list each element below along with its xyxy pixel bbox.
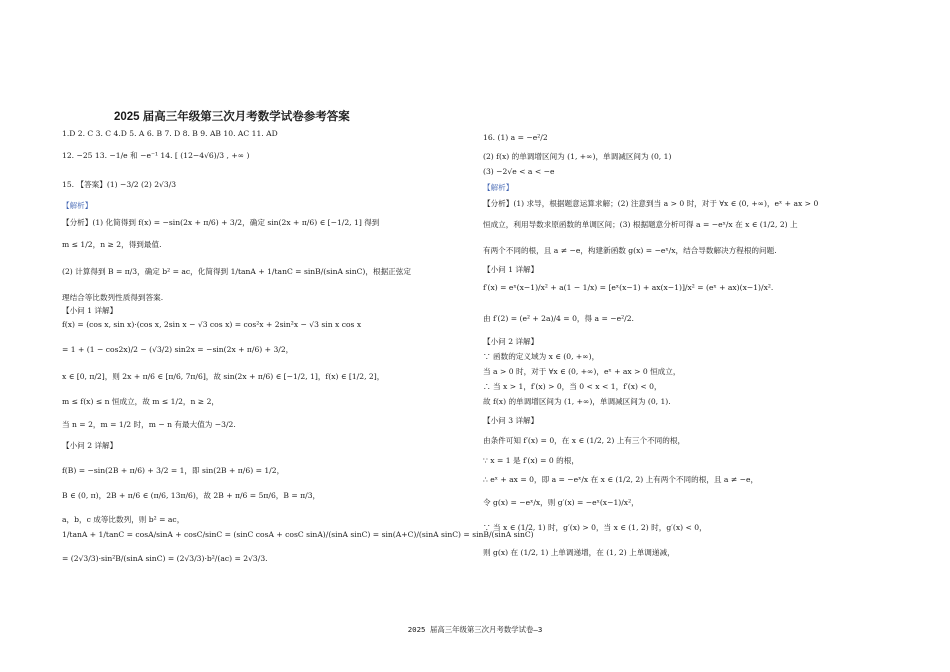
step-2: = 1 + (1 − cos2x)/2 − (√3/2) sin2x = −sin(2x + π/6) + 3/2， bbox=[62, 345, 294, 354]
jiexi-label: 【解析】 bbox=[62, 201, 93, 210]
analysis-1b: m ≤ 1/2，n ≥ 2，得到最值. bbox=[62, 240, 162, 249]
answer-16-2: (2) f(x) 的单调增区间为 (1, +∞)，单调减区间为 (0, 1) bbox=[483, 152, 672, 161]
monotone-result: 故 f(x) 的单调增区间为 (1, +∞)，单调减区间为 (0, 1). bbox=[483, 397, 671, 406]
domain-step: ∵ 函数的定义域为 x ∈ (0, +∞)， bbox=[483, 352, 600, 361]
rearrange-step: ∴ eˣ + ax = 0，即 a = −eˣ/x 在 x ∈ (1/2, 2) 上有两个不同的根，且 a ≠ −e， bbox=[483, 475, 759, 484]
g-monotone-step: 则 g(x) 在 (1/2, 1) 上单调递增，在 (1, 2) 上单调递减， bbox=[483, 548, 675, 557]
document-title: 2025 届高三年级第三次月考数学试卷参考答案 bbox=[114, 111, 350, 123]
g-sign-step: ∵ 当 x ∈ (1/2, 1) 时，g′(x) > 0，当 x ∈ (1, 2) 时，g′(x) < 0， bbox=[483, 523, 707, 532]
step-4: m ≤ f(x) ≤ n 恒成立，故 m ≤ 1/2，n ≥ 2， bbox=[62, 397, 219, 406]
analysis-16b: 恒成立，利用导数求原函数的单调区间；(3) 根据题意分析可得 a = −eˣ/x 在 x ∈ (1/2, 2) 上 bbox=[483, 220, 798, 229]
jiexi-label: 【解析】 bbox=[483, 183, 514, 192]
analysis-2: (2) 计算得到 B = π/3，确定 b² = ac，化简得到 1/tanA + 1/tanC = sinB/(sinA sinC)，根据正弦定 bbox=[62, 267, 411, 276]
result-a: 由 f′(2) = (e² + 2a)/4 = 0，得 a = −e²/2. bbox=[483, 314, 634, 323]
analysis-16a: 【分析】(1) 求导，根据题意运算求解；(2) 注意到当 a > 0 时，对于 ∀x ∈ (0, +∞)，eˣ + ax > 0 bbox=[483, 199, 819, 208]
step-1: f(x) = (cos x, sin x)·(cos x, 2sin x − √3 cos x) = cos²x + 2sin²x − √3 sin x cos x bbox=[62, 320, 362, 329]
sub2-label: 【小问 2 详解】 bbox=[62, 441, 118, 450]
answers-fill: 12. −25 13. −1/e 和 −e⁻¹ 14. [ (12−4√6)/3 , +∞ ) bbox=[62, 151, 250, 160]
step-8: a，b，c 成等比数列，则 b² = ac， bbox=[62, 515, 185, 524]
deriv-step: f′(x) = eˣ(x−1)/x² + a(1 − 1/x) = [eˣ(x−1) + ax(x−1)]/x² = (eˣ + ax)(x−1)/x². bbox=[483, 283, 774, 292]
step-7: B ∈ (0, π)，2B + π/6 ∈ (π/6, 13π/6)，故 2B + π/6 = 5π/6，B = π/3， bbox=[62, 491, 321, 500]
condition-step: 由条件可知 f′(x) = 0，在 x ∈ (1/2, 2) 上有三个不同的根， bbox=[483, 436, 686, 445]
step-9: 1/tanA + 1/tanC = cosA/sinA + cosC/sinC = (sinC cosA + cosC sinA)/(sinA sinC) = sin(A+C)/(sinA sinC) = sinB/(sinA sinC) bbox=[62, 530, 534, 539]
step-6: f(B) = −sin(2B + π/6) + 3/2 = 1，即 sin(2B + π/6) = 1/2， bbox=[62, 466, 285, 475]
sub1-label: 【小问 1 详解】 bbox=[483, 265, 539, 274]
sub2-label: 【小问 2 详解】 bbox=[483, 337, 539, 346]
positivity-step: 当 a > 0 时，对于 ∀x ∈ (0, +∞)，eˣ + ax > 0 恒成立， bbox=[483, 367, 681, 376]
analysis-16c: 有两个不同的根，且 a ≠ −e，构建新函数 g(x) = −eˣ/x，结合导数解决方程根的问题. bbox=[483, 246, 777, 255]
answer-15: 15. 【答案】(1) −3/2 (2) 2√3/3 bbox=[62, 180, 177, 189]
analysis-2b: 理结合等比数列性质得到答案. bbox=[62, 293, 164, 302]
g-def-step: 令 g(x) = −eˣ/x，则 g′(x) = −eˣ(x−1)/x²， bbox=[483, 498, 639, 507]
step-3: x ∈ [0, π/2]，则 2x + π/6 ∈ [π/6, 7π/6]，故 sin(2x + π/6) ∈ [−1/2, 1]，f(x) ∈ [1/2, 2]， bbox=[62, 372, 385, 381]
step-5: 当 n = 2，m = 1/2 时，m − n 有最大值为 −3/2. bbox=[62, 420, 236, 429]
answers-choice: 1.D 2. C 3. C 4.D 5. A 6. B 7. D 8. B 9. AB 10. AC 11. AD bbox=[62, 129, 278, 138]
step-10: = (2√3/3)·sin²B/(sinA sinC) = (2√3/3)·b²/(ac) = 2√3/3. bbox=[62, 554, 268, 563]
sub3-label: 【小问 3 详解】 bbox=[483, 416, 539, 425]
root-step: ∵ x = 1 是 f′(x) = 0 的根， bbox=[483, 456, 579, 465]
analysis-1: 【分析】(1) 化简得到 f(x) = −sin(2x + π/6) + 3/2，确定 sin(2x + π/6) ∈ [−1/2, 1] 得到 bbox=[62, 218, 380, 227]
page-footer: 2025 届高三年级第三次月考数学试卷—3 bbox=[407, 625, 543, 634]
sub1-label: 【小问 1 详解】 bbox=[62, 306, 118, 315]
answer-16-1: 16. (1) a = −e²/2 bbox=[483, 133, 548, 142]
answer-16-3: (3) −2√e < a < −e bbox=[483, 167, 555, 176]
sign-step: ∴ 当 x > 1，f′(x) > 0，当 0 < x < 1，f′(x) < 0， bbox=[483, 382, 662, 391]
